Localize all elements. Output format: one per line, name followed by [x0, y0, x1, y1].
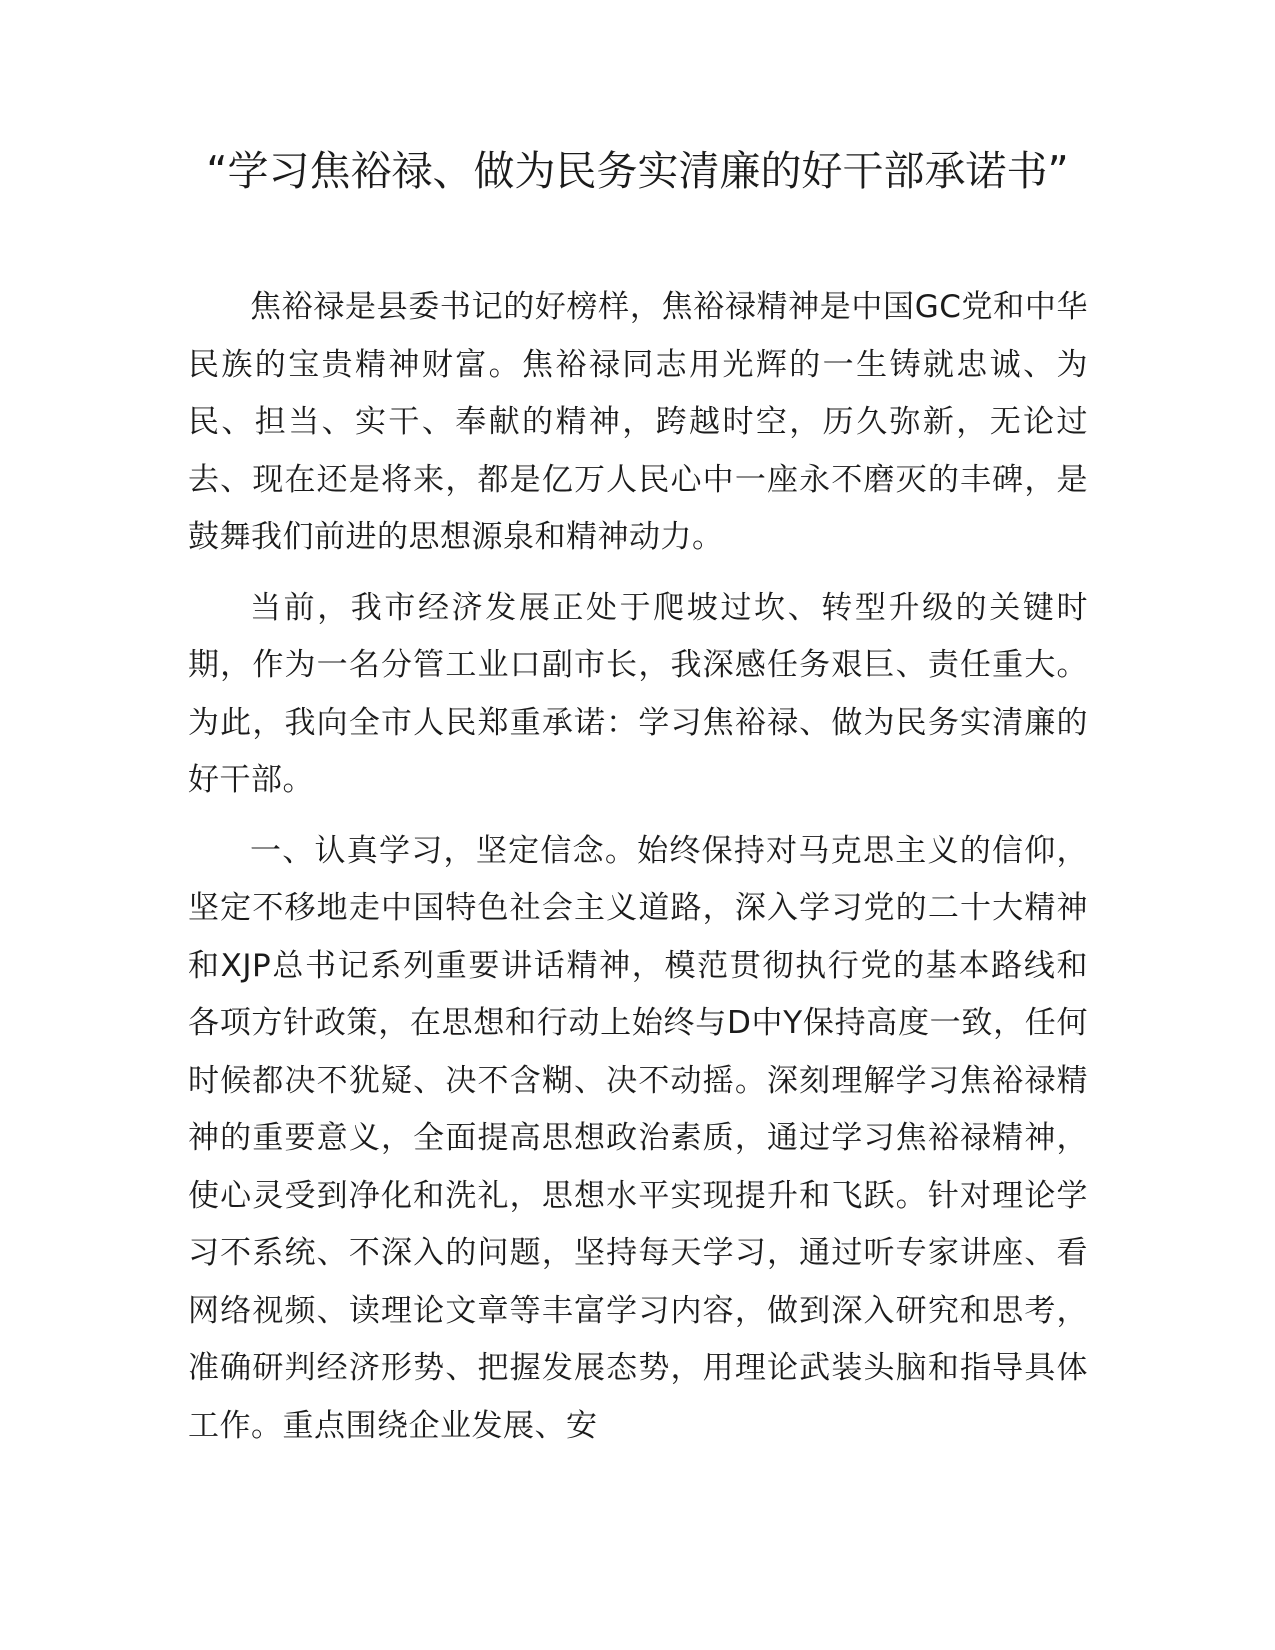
document-title: “学习焦裕禄、做为民务实清廉的好干部承诺书” [206, 147, 1069, 195]
paragraph-intro: 焦裕禄是县委书记的好榜样，焦裕禄精神是中国GC党和中华民族的宝贵精神财富。焦裕禄同志用光辉的一生铸就忠诚、为民、担当、实干、奉献的精神，跨越时空，历久弥新，无论过去、现在还是将来，都是亿万人民心中一座永不磨灭的丰碑，是鼓舞我们前进的思想源泉和精神动力。 [188, 289, 1088, 555]
paragraph-commitment: 当前，我市经济发展正处于爬坡过坎、转型升级的关键时期，作为一名分管工业口副市长，我深感任务艰巨、责任重大。为此，我向全市人民郑重承诺：学习焦裕禄、做为民务实清廉的好干部。 [188, 589, 1088, 798]
document-body [188, 279, 1088, 1468]
paragraph-section-one: 一、认真学习，坚定信念。始终保持对马克思主义的信仰，坚定不移地走中国特色社会主义道路，深入学习党的二十大精神和XJP总书记系列重要讲话精神，模范贯彻执行党的基本路线和各项方针政策，在思想和行动上始终与D中Y保持高度一致，任何时候都决不犹疑、决不含糊、决不动摇。深刻理解学习焦裕禄精神的重要意义，全面提高思想政治素质，通过学习焦裕禄精神，使心灵受到净化和洗礼，思想水平实现提升和飞跃。针对理论学习不系统、不深入的问题，坚持每天学习，通过听专家讲座、看网络视频、读理论文章等丰富学习内容，做到深入研究和思考，准确研判经济形势、把握发展态势，用理论武装头脑和指导具体工作。重点围绕企业发展、安 [188, 832, 1088, 1444]
